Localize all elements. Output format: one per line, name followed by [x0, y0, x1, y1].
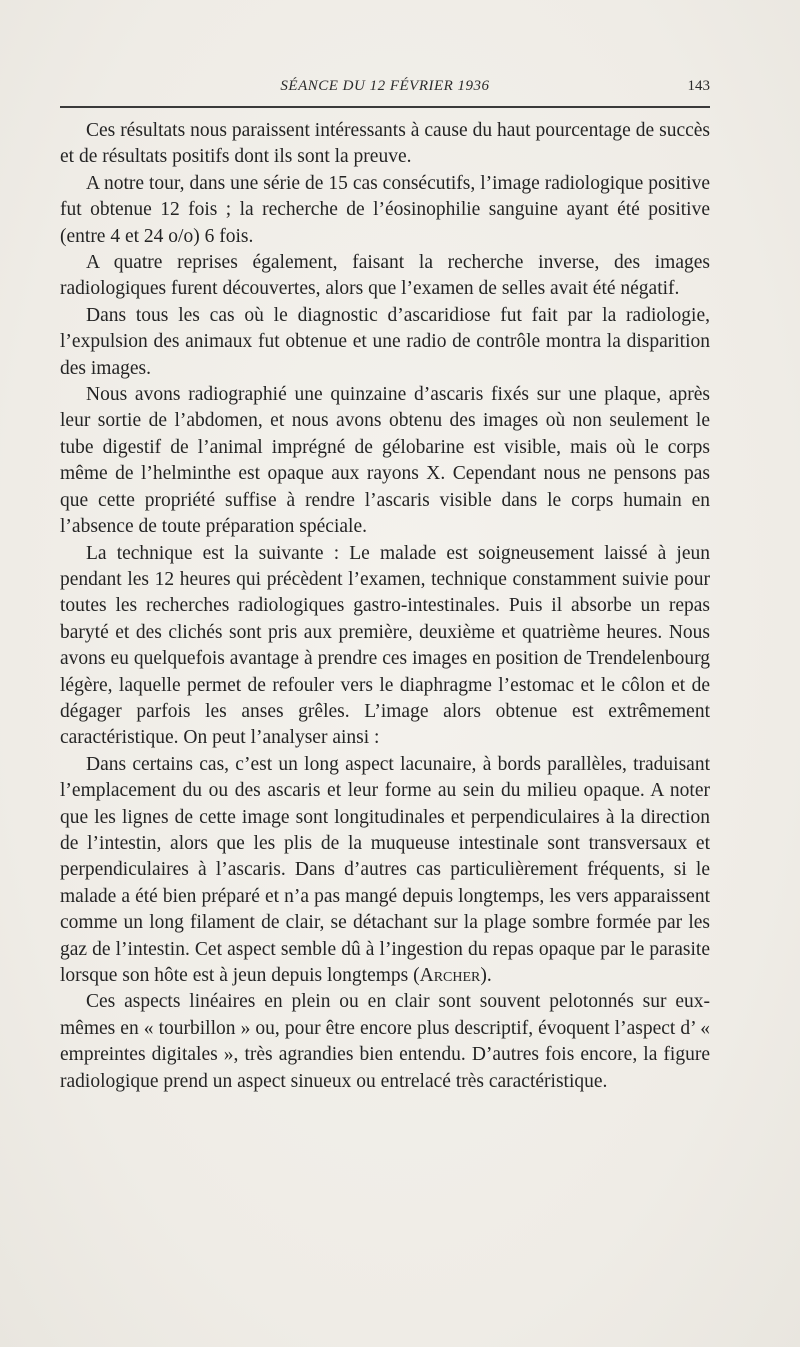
header-rule — [60, 106, 710, 108]
paragraph-8: Ces aspects linéaires en plein ou en clair sont souvent pelotonnés sur eux-mêmes en « tourbillon » ou, pour être encore plus descriptif, évoquent l’aspect d’ « empreintes digitales », très agrandies bien entendu. D’autres fois encore, la figure radiologique prend un aspect sinueux ou entrelacé très caractéristique. — [60, 991, 710, 1092]
paragraph-7-end: ). — [480, 965, 492, 986]
page-header — [60, 78, 710, 102]
author-citation: Archer — [419, 965, 481, 986]
paragraph-4: Dans tous les cas où le diagnostic d’ascaridiose fut fait par la radiologie, l’expulsion des animaux fut obtenue et une radio de contrôle montra la disparition des images. — [60, 304, 710, 379]
page-number: 143 — [687, 78, 710, 94]
paragraph-7-text: Dans certains cas, c’est un long aspect lacunaire, à bords parallèles, traduisant l’emplacement du ou des ascaris et leur forme au sein du milieu opaque. A noter que les lignes de cette image sont longitudinales et perpendiculaires à la direction de l’intestin, alors que les plis de la muqueuse intestinale sont transversaux et perpendiculaires à l’ascaris. Dans d’autres cas particulièrement fréquents, si le malade a été bien préparé et n’a pas mangé depuis longtemps, les vers apparaissent comme un long filament de clair, se détachant sur la plage sombre formée par les gaz de l’intestin. Cet aspect semble dû à l’ingestion du repas opaque par le parasite lorsque son hôte est à jeun depuis longtemps ( — [60, 753, 710, 986]
paragraph-1: Ces résultats nous paraissent intéressants à cause du haut pourcentage de succès et de résultats positifs dont ils sont la preuve. — [60, 120, 710, 168]
paragraph-2: A notre tour, dans une série de 15 cas consécutifs, l’image radiologique positive fut obtenue 12 fois ; la recherche de l’éosinophilie sanguine ayant été positive (entre 4 et 24 o/o) 6 fois. — [60, 172, 710, 247]
paragraph-3: A quatre reprises également, faisant la recherche inverse, des images radiologiques furent découvertes, alors que l’examen de selles avait été négatif. — [60, 252, 710, 300]
paragraph-6: La technique est la suivante : Le malade est soigneusement laissé à jeun pendant les 12 heures qui précèdent l’examen, technique constamment suivie pour toutes les recherches radiologiques gastro-intestinales. Puis il absorbe un repas baryté et des clichés sont pris aux première, deuxième et quatrième heures. Nous avons eu quelquefois avantage à prendre ces images en position de Trendelenbourg légère, laquelle permet de refouler vers le diaphragme l’estomac et le côlon et de dégager parfois les anses grêles. L’image alors obtenue est extrêmement caractéristique. On peut l’analyser ainsi : — [60, 542, 710, 749]
paragraph-7 — [60, 752, 710, 990]
running-title: SÉANCE DU 12 FÉVRIER 1936 — [280, 78, 490, 94]
body-text — [60, 118, 710, 1095]
paragraph-5: Nous avons radiographié une quinzaine d’ascaris fixés sur une plaque, après leur sortie de l’abdomen, et nous avons obtenu des images où non seulement le tube digestif de l’animal imprégné de gélobarine est visible, mais où le corps même de l’helminthe est opaque aux rayons X. Cependant nous ne pensons pas que cette propriété suffise à rendre l’ascaris visible dans le corps humain en l’absence de toute préparation spéciale. — [60, 384, 710, 538]
